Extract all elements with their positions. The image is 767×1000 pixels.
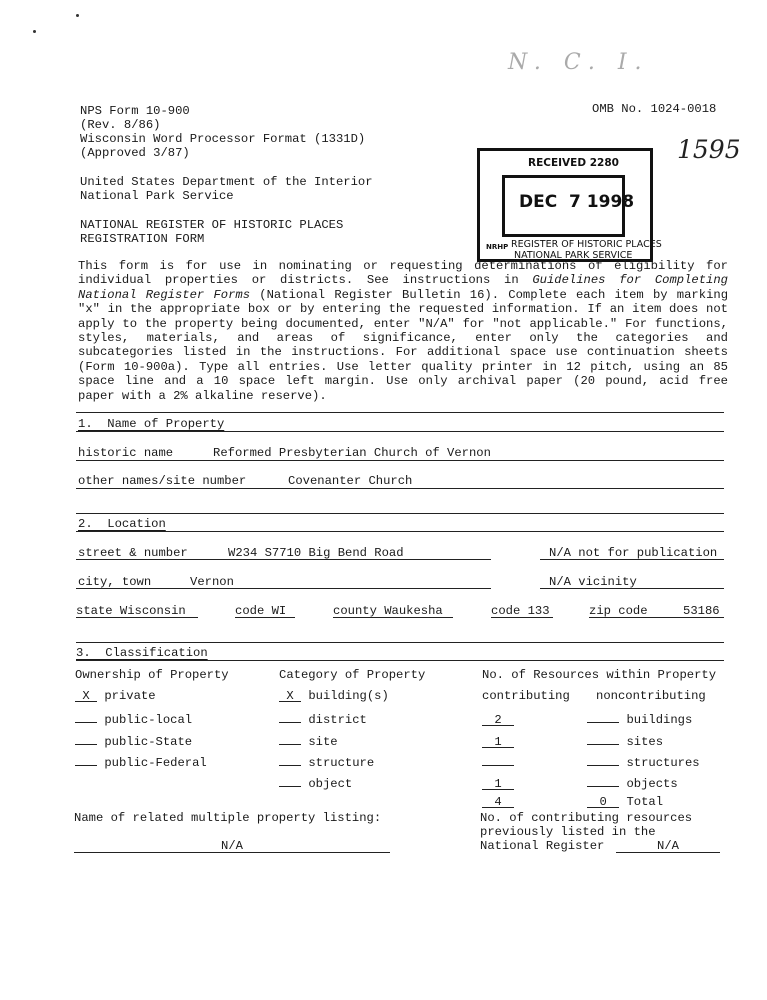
other-names-value[interactable]: Covenanter Church	[288, 474, 413, 488]
noncontributing-label: noncontributing	[596, 689, 706, 703]
ownership-private-label: private	[104, 689, 156, 703]
other-names-label: other names/site number	[78, 474, 247, 488]
section-divider	[76, 531, 724, 532]
resources-objects-label: objects	[626, 777, 678, 791]
checkbox-district[interactable]	[279, 710, 301, 723]
field-underline	[76, 488, 724, 489]
category-building-label: building(s)	[308, 689, 389, 703]
resources-title: No. of Resources within Property	[482, 668, 717, 682]
zip-value[interactable]: 53186	[683, 604, 720, 618]
checkbox-public-federal[interactable]	[75, 753, 97, 766]
stamp-service: NATIONAL PARK SERVICE	[514, 250, 633, 261]
field-underline	[76, 588, 491, 589]
noncontributing-structures[interactable]	[587, 753, 619, 766]
ownership-title: Ownership of Property	[75, 668, 229, 682]
section-divider	[76, 642, 724, 643]
not-for-publication[interactable]: N/A not for publication	[549, 546, 718, 560]
previously-listed-value[interactable]: N/A	[616, 839, 720, 853]
stamp-date: DEC 7 1998	[519, 192, 635, 212]
contributing-structures[interactable]	[482, 753, 514, 766]
checkbox-site[interactable]	[279, 732, 301, 745]
stamp-prefix: NRHP	[486, 243, 509, 251]
field-underline	[540, 588, 724, 589]
resources-total-label: Total	[626, 795, 664, 809]
ownership-public-local-label: public-local	[104, 713, 193, 727]
previously-listed-line2: previously listed in the	[480, 825, 656, 839]
ownership-private[interactable]	[75, 689, 156, 703]
field-underline	[333, 617, 453, 618]
resources-sites-row	[482, 732, 663, 749]
scan-speck	[76, 14, 79, 17]
resources-structures-label: structures	[626, 756, 700, 770]
section-divider	[76, 431, 724, 432]
category-district[interactable]	[279, 710, 367, 727]
section-divider	[76, 513, 724, 514]
related-listing-label: Name of related multiple property listing:	[74, 811, 382, 825]
ownership-public-federal-label: public-Federal	[104, 756, 207, 770]
field-underline	[235, 617, 295, 618]
street-value[interactable]: W234 S7710 Big Bend Road	[228, 546, 404, 560]
omb-number: OMB No. 1024-0018	[592, 102, 717, 116]
checkbox-private[interactable]: X	[75, 689, 97, 702]
resources-buildings-label: buildings	[626, 713, 693, 727]
resources-sites-label: sites	[626, 735, 664, 749]
resources-buildings-row	[482, 710, 692, 727]
category-object[interactable]	[279, 774, 352, 791]
ownership-public-federal[interactable]	[75, 753, 207, 770]
checkbox-public-local[interactable]	[75, 710, 97, 723]
state-code-field[interactable]: code WI	[235, 604, 287, 618]
stamp-received: RECEIVED 2280	[528, 157, 619, 169]
section2-heading: 2. Location	[78, 517, 166, 531]
contributing-buildings[interactable]: 2	[482, 713, 514, 726]
checkbox-public-state[interactable]	[75, 732, 97, 745]
historic-name-value[interactable]: Reformed Presbyterian Church of Vernon	[213, 446, 491, 460]
historic-name-label: historic name	[78, 446, 174, 460]
previously-listed-line3: National Register	[480, 839, 605, 853]
ownership-public-local[interactable]	[75, 710, 192, 727]
category-object-label: object	[308, 777, 353, 791]
contributing-objects[interactable]: 1	[482, 777, 514, 790]
county-field[interactable]: county Waukesha	[333, 604, 443, 618]
service-name: National Park Service	[80, 189, 234, 203]
previously-listed-line1: No. of contributing resources	[480, 811, 693, 825]
section1-heading: 1. Name of Property	[78, 417, 225, 431]
county-code-field[interactable]: code 133	[491, 604, 550, 618]
category-structure-label: structure	[308, 756, 375, 770]
noncontributing-total[interactable]: 0	[587, 795, 619, 808]
zip-label: zip code	[589, 604, 648, 618]
instructions-text-a: This form is for use in nominating or requesting determinations of eligibility for individual properties or districts. See instructions in	[78, 259, 728, 288]
contributing-label: contributing	[482, 689, 570, 703]
field-underline	[540, 559, 724, 560]
section-divider	[76, 660, 724, 661]
ownership-public-state[interactable]	[75, 732, 192, 749]
form-number: NPS Form 10-900	[80, 104, 190, 118]
faint-scribble: N. C. I.	[508, 50, 650, 75]
instructions-text-b: (National Register Bulletin 16). Complete each item by marking "x" in the appropriate box or by entering the requested information. If an item does not apply to the property being documented, enter "N/A" for "not applicable." For functions, styles, materials, and areas of significance, enter only the categories and subcategories listed in the instructions. For additional space use continuation sheets (Form 10-900a). Type all entries. Use letter quality printer in 12 pitch, using an 85 space line and a 10 space left margin. Use only archival paper (20 pound, acid free paper with a 2% alkaline reserve).	[78, 287, 729, 403]
ownership-public-state-label: public-State	[104, 735, 193, 749]
category-district-label: district	[308, 713, 367, 727]
noncontributing-buildings[interactable]	[587, 710, 619, 723]
field-underline	[76, 460, 724, 461]
checkbox-structure[interactable]	[279, 753, 301, 766]
city-label: city, town	[78, 575, 152, 589]
stamp-register: REGISTER OF HISTORIC PLACES	[511, 239, 662, 250]
received-stamp	[477, 148, 662, 262]
noncontributing-sites[interactable]	[587, 732, 619, 745]
form-revision: (Rev. 8/86)	[80, 118, 161, 132]
category-structure[interactable]	[279, 753, 374, 770]
category-building[interactable]	[279, 689, 389, 703]
contributing-sites[interactable]: 1	[482, 735, 514, 748]
stamp-date-box	[502, 175, 635, 237]
noncontributing-objects[interactable]	[587, 774, 619, 787]
field-underline	[76, 617, 198, 618]
form-format: Wisconsin Word Processor Format (1331D)	[80, 132, 366, 146]
instructions-paragraph	[78, 259, 728, 403]
form-approved: (Approved 3/87)	[80, 146, 190, 160]
form-subtitle: REGISTRATION FORM	[80, 232, 205, 246]
category-site-label: site	[308, 735, 338, 749]
resources-total-row	[482, 795, 663, 809]
section-divider	[76, 412, 724, 413]
resources-objects-row	[482, 774, 678, 791]
checkbox-building[interactable]: X	[279, 689, 301, 702]
department-name: United States Department of the Interior	[80, 175, 373, 189]
field-underline	[76, 559, 491, 560]
form-title: NATIONAL REGISTER OF HISTORIC PLACES	[80, 218, 344, 232]
related-listing-value[interactable]: N/A	[74, 839, 390, 853]
street-label: street & number	[78, 546, 188, 560]
field-underline	[491, 617, 553, 618]
category-title: Category of Property	[279, 668, 426, 682]
checkbox-object[interactable]	[279, 774, 301, 787]
resources-structures-row	[482, 753, 700, 770]
city-value[interactable]: Vernon	[190, 575, 234, 589]
vicinity[interactable]: N/A vicinity	[549, 575, 637, 589]
state-field[interactable]: state Wisconsin	[76, 604, 186, 618]
section3-heading: 3. Classification	[76, 646, 208, 660]
field-underline	[589, 617, 724, 618]
scan-speck	[33, 30, 36, 33]
guidelines-title: Guidelines for Completing National Register Forms	[78, 273, 728, 302]
category-site[interactable]	[279, 732, 338, 749]
contributing-total[interactable]: 4	[482, 795, 514, 808]
handwritten-number: 1595	[677, 135, 741, 164]
